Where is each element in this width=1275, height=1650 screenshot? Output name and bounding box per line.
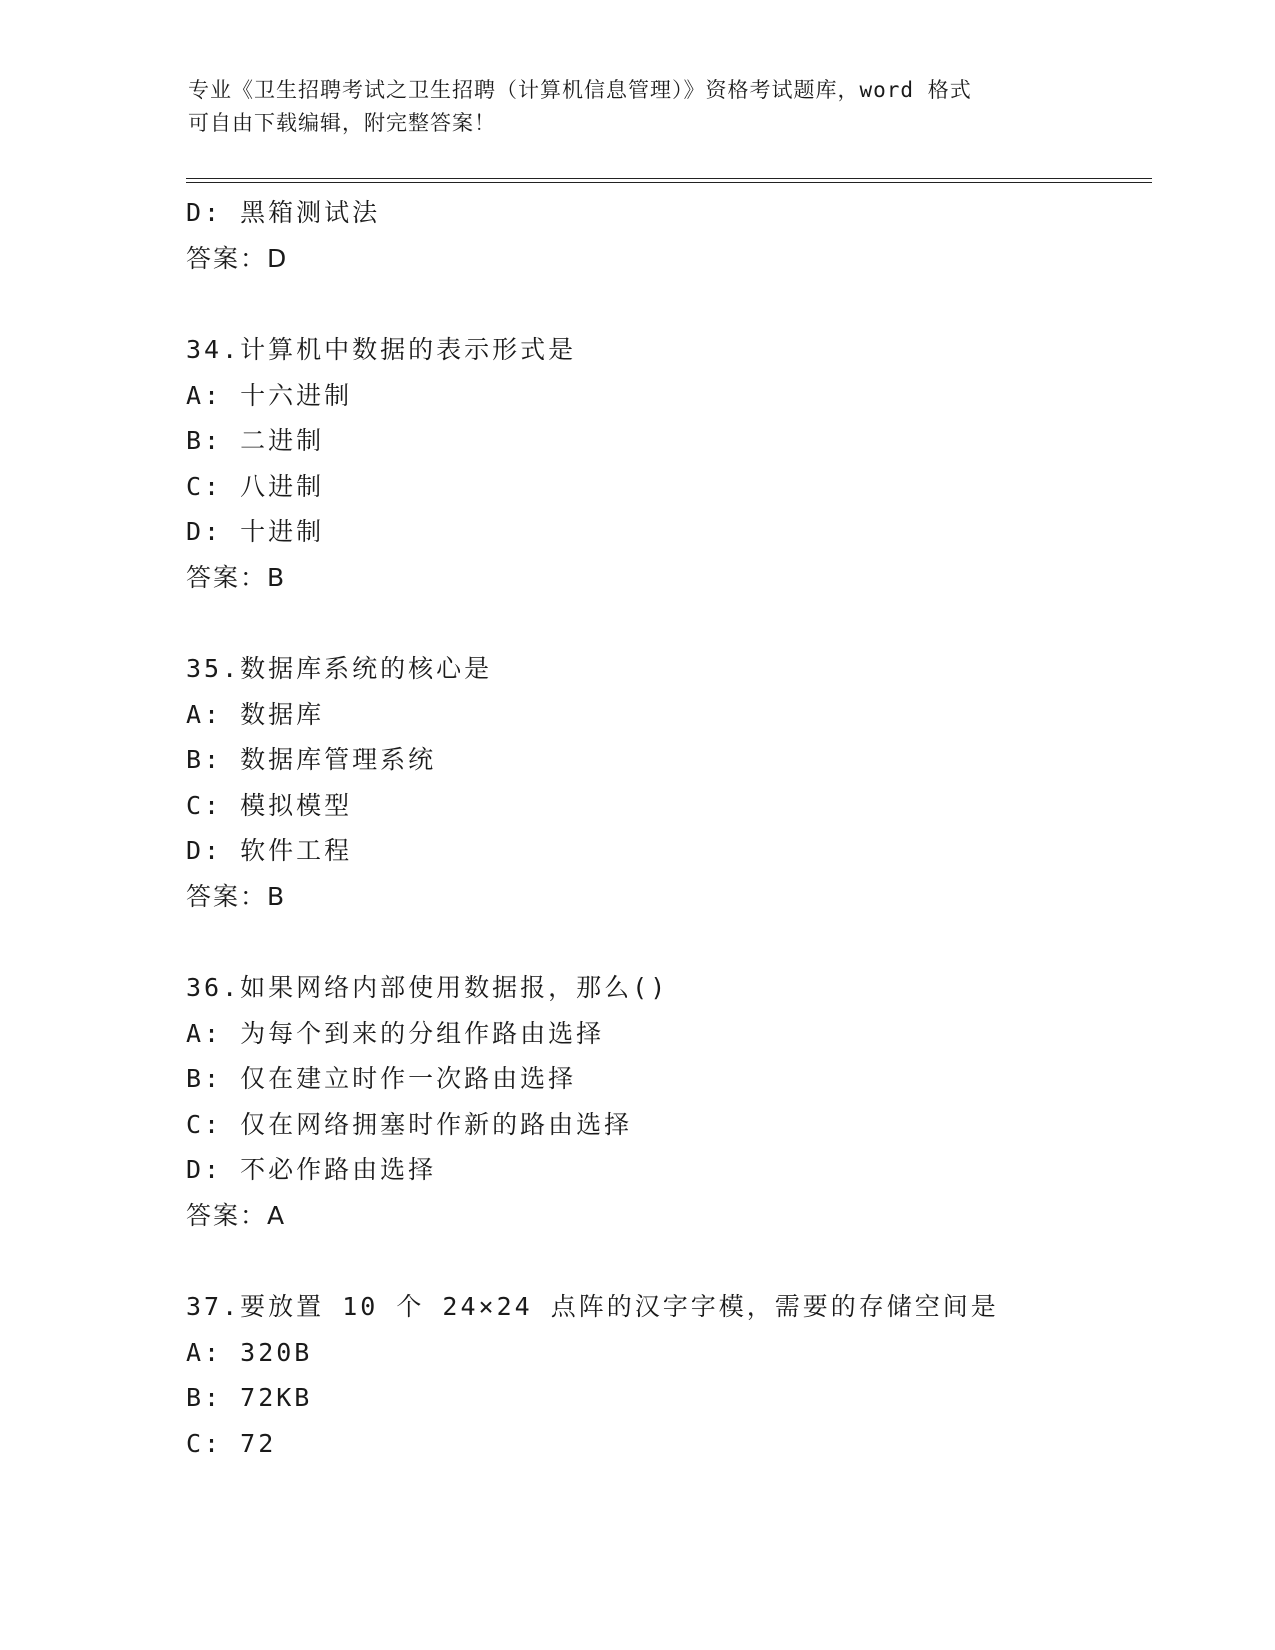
question-33-tail: [186, 190, 1146, 281]
option-b: B: 72KB: [186, 1383, 313, 1412]
answer-line: 答案：A: [186, 1200, 287, 1230]
option-d: D: 不必作路由选择: [186, 1155, 437, 1184]
option-d: D: 十进制: [186, 517, 325, 546]
option-c: C: 八进制: [186, 471, 325, 501]
question-stem: 37.要放置 10 个 24×24 点阵的汉字字模，需要的存储空间是: [186, 1292, 999, 1321]
header-line-2: 可自由下载编辑，附完整答案！: [188, 111, 496, 135]
header-line-1: 专业《卫生招聘考试之卫生招聘（计算机信息管理）》资格考试题库，word 格式: [188, 78, 972, 102]
question-36: [186, 965, 1146, 1238]
option-a: A: 320B: [186, 1337, 313, 1367]
question-stem: 34.计算机中数据的表示形式是: [186, 335, 577, 364]
option-a: A: 十六进制: [186, 380, 353, 410]
option-b: B: 仅在建立时作一次路由选择: [186, 1064, 577, 1093]
option-c: C: 模拟模型: [186, 790, 353, 820]
question-stem: 36.如果网络内部使用数据报，那么(): [186, 973, 669, 1002]
question-34: [186, 327, 1146, 600]
answer-line: 答案：B: [186, 881, 287, 911]
question-35: [186, 646, 1146, 919]
option-c: C: 72: [186, 1428, 277, 1458]
option-a: A: 为每个到来的分组作路由选择: [186, 1018, 605, 1048]
question-37: [186, 1284, 1146, 1466]
option-b: B: 二进制: [186, 426, 325, 455]
header-divider: [186, 178, 1152, 183]
option-a: A: 数据库: [186, 699, 325, 729]
question-stem: 35.数据库系统的核心是: [186, 654, 493, 683]
answer-line: 答案：D: [186, 243, 289, 273]
option-c: C: 仅在网络拥塞时作新的路由选择: [186, 1109, 633, 1139]
page-header: [188, 74, 1088, 140]
option-d: D: 软件工程: [186, 836, 353, 865]
option-d: D: 黑箱测试法: [186, 198, 381, 227]
question-list: [186, 190, 1146, 1466]
answer-line: 答案：B: [186, 562, 287, 592]
option-b: B: 数据库管理系统: [186, 745, 437, 774]
